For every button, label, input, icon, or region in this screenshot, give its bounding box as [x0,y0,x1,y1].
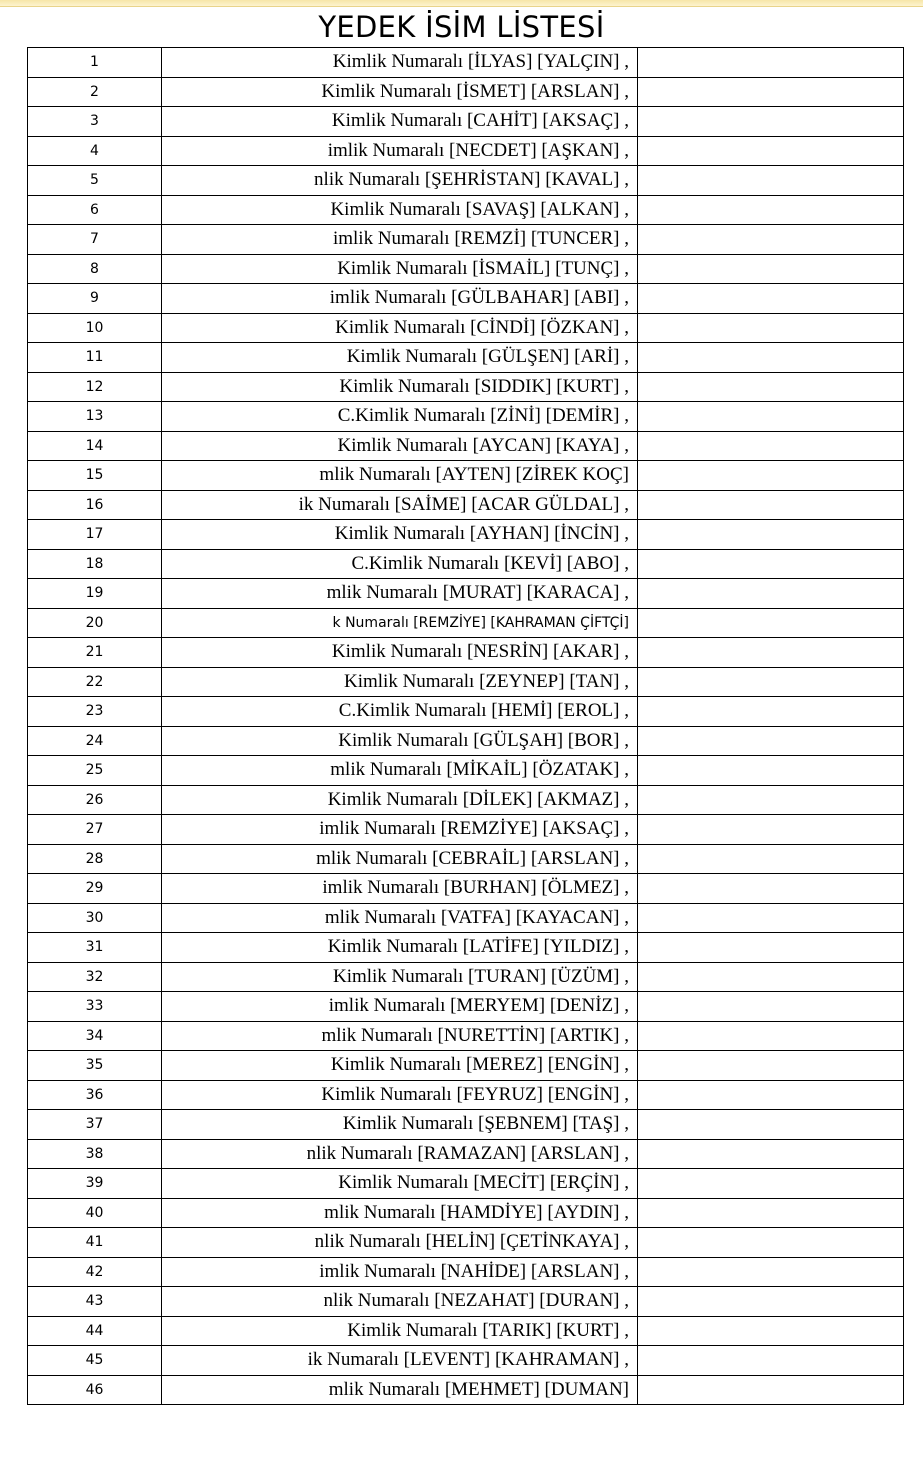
identity-text-cell[interactable] [162,77,638,107]
table-row [28,1139,904,1169]
cell-clip [162,697,637,726]
table-row [28,166,904,196]
cell-clip [162,373,637,402]
cell-clip [162,491,637,520]
identity-text: C.Kimlik Numaralı [KEVİ] [ABO] , [351,552,629,574]
empty-cell[interactable] [638,1228,904,1258]
identity-text: imlik Numaralı [NAHİDE] [ARSLAN] , [319,1260,629,1282]
identity-text: Kimlik Numaralı [İSMAİL] [TUNÇ] , [337,257,629,279]
table-row [28,225,904,255]
table-row [28,402,904,432]
empty-cell[interactable] [638,77,904,107]
row-number-cell[interactable]: 28 [28,844,162,874]
identity-text: Kimlik Numaralı [AYHAN] [İNCİN] , [334,523,629,545]
empty-cell[interactable] [638,48,904,78]
cell-clip [162,579,637,608]
empty-cell[interactable] [638,756,904,786]
row-number-cell[interactable]: 8 [28,254,162,284]
cell-clip [162,1258,637,1287]
table-row [28,1080,904,1110]
identity-text: Kimlik Numaralı [MEREZ] [ENGİN] , [330,1054,629,1076]
identity-text: nlik Numaralı [HELİN] [ÇETİNKAYA] , [314,1231,629,1253]
identity-text-cell[interactable] [162,903,638,933]
table-row [28,195,904,225]
row-number-cell[interactable]: 2 [28,77,162,107]
empty-cell[interactable] [638,1169,904,1199]
row-number-cell[interactable]: 44 [28,1316,162,1346]
cell-clip [162,461,637,490]
cell-clip [162,845,637,874]
empty-cell[interactable] [638,667,904,697]
empty-cell[interactable] [638,1080,904,1110]
table-row [28,933,904,963]
cell-clip [162,904,637,933]
row-number-cell[interactable]: 15 [28,461,162,491]
table-row [28,1316,904,1346]
identity-text-cell[interactable] [162,667,638,697]
row-number-cell[interactable]: 19 [28,579,162,609]
cell-clip [162,432,637,461]
identity-text: Kimlik Numaralı [SIDDIK] [KURT] , [339,375,629,397]
identity-text-cell[interactable] [162,785,638,815]
table-row [28,107,904,137]
identity-text-cell[interactable] [162,372,638,402]
identity-text: imlik Numaralı [MERYEM] [DENİZ] , [328,995,629,1017]
table-row [28,638,904,668]
table-row [28,284,904,314]
row-number-cell[interactable]: 36 [28,1080,162,1110]
table-row [28,136,904,166]
identity-text-cell[interactable] [162,1169,638,1199]
empty-cell[interactable] [638,1346,904,1376]
identity-text-cell[interactable] [162,402,638,432]
table-row [28,1257,904,1287]
empty-cell[interactable] [638,579,904,609]
identity-text-cell[interactable] [162,225,638,255]
row-number-cell[interactable]: 35 [28,1051,162,1081]
row-number-cell[interactable]: 32 [28,962,162,992]
empty-cell[interactable] [638,608,904,638]
empty-cell[interactable] [638,313,904,343]
table-row [28,313,904,343]
row-number-cell[interactable]: 18 [28,549,162,579]
row-number-cell[interactable]: 31 [28,933,162,963]
identity-text-cell[interactable] [162,1228,638,1258]
cell-clip [162,1022,637,1051]
table-row [28,431,904,461]
identity-text: Kimlik Numaralı [İSMET] [ARSLAN] , [321,80,629,102]
table-row [28,77,904,107]
identity-text-cell[interactable] [162,962,638,992]
identity-text-cell[interactable] [162,579,638,609]
row-number-cell[interactable]: 39 [28,1169,162,1199]
identity-text: imlik Numaralı [NECDET] [AŞKAN] , [327,139,629,161]
row-number-cell[interactable]: 9 [28,284,162,314]
table-row [28,372,904,402]
cell-clip [162,343,637,372]
table-row [28,785,904,815]
table-row [28,608,904,638]
table-row [28,343,904,373]
row-number-cell[interactable]: 3 [28,107,162,137]
table-row [28,844,904,874]
identity-text-cell[interactable] [162,431,638,461]
row-number-cell[interactable]: 14 [28,431,162,461]
cell-clip [162,284,637,313]
empty-cell[interactable] [638,992,904,1022]
identity-text: Kimlik Numaralı [CİNDİ] [ÖZKAN] , [335,316,629,338]
page-title: YEDEK İSİM LİSTESİ [318,10,605,44]
identity-text-cell[interactable] [162,549,638,579]
empty-cell[interactable] [638,962,904,992]
empty-cell[interactable] [638,638,904,668]
cell-clip [162,992,637,1021]
table-row [28,48,904,78]
identity-text: Kimlik Numaralı [TURAN] [ÜZÜM] , [332,965,629,987]
identity-text-cell[interactable] [162,1021,638,1051]
identity-text: Kimlik Numaralı [FEYRUZ] [ENGİN] , [321,1083,629,1105]
empty-cell[interactable] [638,1110,904,1140]
empty-cell[interactable] [638,343,904,373]
empty-cell[interactable] [638,785,904,815]
identity-text: Kimlik Numaralı [SAVAŞ] [ALKAN] , [330,198,629,220]
row-number-cell[interactable]: 33 [28,992,162,1022]
header-strip [0,0,923,7]
identity-text-cell[interactable] [162,815,638,845]
cell-clip [162,963,637,992]
row-number-cell[interactable]: 24 [28,726,162,756]
table-row [28,549,904,579]
table-row [28,579,904,609]
identity-text-cell[interactable] [162,1375,638,1405]
cell-clip [162,48,637,77]
empty-cell[interactable] [638,697,904,727]
identity-text: k Numaralı [REMZİYE] [KAHRAMAN ÇİFTÇİ] [332,614,629,631]
cell-clip [162,668,637,697]
row-number-cell[interactable]: 42 [28,1257,162,1287]
identity-text: imlik Numaralı [BURHAN] [ÖLMEZ] , [322,877,629,899]
empty-cell[interactable] [638,520,904,550]
identity-text: imlik Numaralı [GÜLBAHAR] [ABI] , [329,287,629,309]
identity-text-cell[interactable] [162,1080,638,1110]
empty-cell[interactable] [638,844,904,874]
identity-text: Kimlik Numaralı [TARIK] [KURT] , [347,1319,629,1341]
cell-clip [162,1169,637,1198]
identity-text-cell[interactable] [162,638,638,668]
identity-text-cell[interactable] [162,1051,638,1081]
table-row [28,1169,904,1199]
identity-text: Kimlik Numaralı [AYCAN] [KAYA] , [337,434,629,456]
table-row [28,1287,904,1317]
cell-clip [162,1317,637,1346]
row-number-cell[interactable]: 45 [28,1346,162,1376]
identity-text-cell[interactable] [162,1139,638,1169]
cell-clip [162,874,637,903]
identity-text: nlik Numaralı [ŞEHRİSTAN] [KAVAL] , [314,169,629,191]
empty-cell[interactable] [638,549,904,579]
cell-clip [162,1376,637,1405]
table-row [28,1110,904,1140]
row-number-cell[interactable]: 1 [28,48,162,78]
identity-text: imlik Numaralı [REMZİYE] [AKSAÇ] , [319,818,629,840]
identity-text: mlik Numaralı [AYTEN] [ZİREK KOÇ] [319,464,629,486]
identity-text-cell[interactable] [162,1346,638,1376]
identity-text-cell[interactable] [162,1257,638,1287]
table-row [28,726,904,756]
empty-cell[interactable] [638,490,904,520]
identity-text-cell[interactable] [162,195,638,225]
table-row [28,903,904,933]
row-number-cell[interactable]: 5 [28,166,162,196]
cell-clip [162,196,637,225]
identity-text: mlik Numaralı [HAMDİYE] [AYDIN] , [324,1201,629,1223]
row-number-cell[interactable]: 12 [28,372,162,402]
cell-clip [162,609,637,638]
empty-cell[interactable] [638,903,904,933]
table-row [28,992,904,1022]
row-number-cell[interactable]: 4 [28,136,162,166]
identity-text-cell[interactable] [162,1287,638,1317]
table-row [28,254,904,284]
identity-text-cell[interactable] [162,1316,638,1346]
table-row [28,1021,904,1051]
identity-text-cell[interactable] [162,992,638,1022]
empty-cell[interactable] [638,1051,904,1081]
row-number-cell[interactable]: 34 [28,1021,162,1051]
cell-clip [162,107,637,136]
empty-cell[interactable] [638,284,904,314]
cell-clip [162,255,637,284]
identity-text-cell[interactable] [162,136,638,166]
table-row [28,756,904,786]
row-number-cell[interactable]: 38 [28,1139,162,1169]
cell-clip [162,402,637,431]
empty-cell[interactable] [638,1375,904,1405]
row-number-cell[interactable]: 29 [28,874,162,904]
empty-cell[interactable] [638,107,904,137]
empty-cell[interactable] [638,1198,904,1228]
cell-clip [162,78,637,107]
table-body [28,48,904,1405]
row-number-cell[interactable]: 6 [28,195,162,225]
cell-clip [162,756,637,785]
empty-cell[interactable] [638,372,904,402]
table-row [28,520,904,550]
identity-text-cell[interactable] [162,844,638,874]
identity-text: Kimlik Numaralı [ZEYNEP] [TAN] , [344,670,629,692]
cell-clip [162,815,637,844]
row-number-cell[interactable]: 11 [28,343,162,373]
identity-text-cell[interactable] [162,520,638,550]
identity-text-cell[interactable] [162,490,638,520]
identity-text-cell[interactable] [162,608,638,638]
row-number-cell[interactable]: 13 [28,402,162,432]
identity-text-cell[interactable] [162,726,638,756]
identity-text: Kimlik Numaralı [İLYAS] [YALÇIN] , [332,51,629,73]
identity-text-cell[interactable] [162,254,638,284]
table-row [28,1375,904,1405]
empty-cell[interactable] [638,402,904,432]
row-number-cell[interactable]: 25 [28,756,162,786]
row-number-cell[interactable]: 40 [28,1198,162,1228]
identity-text-cell[interactable] [162,343,638,373]
identity-text: Kimlik Numaralı [LATİFE] [YILDIZ] , [327,936,629,958]
identity-text: ik Numaralı [LEVENT] [KAHRAMAN] , [307,1349,629,1371]
identity-text: ik Numaralı [SAİME] [ACAR GÜLDAL] , [298,493,629,515]
cell-clip [162,1287,637,1316]
row-number-cell[interactable]: 21 [28,638,162,668]
identity-text: Kimlik Numaralı [NESRİN] [AKAR] , [331,641,629,663]
cell-clip [162,225,637,254]
cell-clip [162,1051,637,1080]
identity-text-cell[interactable] [162,313,638,343]
row-number-cell[interactable]: 16 [28,490,162,520]
row-number-cell[interactable]: 30 [28,903,162,933]
identity-text: nlik Numaralı [RAMAZAN] [ARSLAN] , [306,1142,629,1164]
row-number-cell[interactable]: 10 [28,313,162,343]
cell-clip [162,1228,637,1257]
empty-cell[interactable] [638,431,904,461]
cell-clip [162,137,637,166]
identity-text-cell[interactable] [162,1110,638,1140]
table-row [28,1346,904,1376]
identity-text: imlik Numaralı [REMZİ] [TUNCER] , [332,228,629,250]
identity-text: nlik Numaralı [NEZAHAT] [DURAN] , [323,1290,629,1312]
row-number-cell[interactable]: 26 [28,785,162,815]
cell-clip [162,1140,637,1169]
cell-clip [162,727,637,756]
empty-cell[interactable] [638,1139,904,1169]
identity-text: mlik Numaralı [MURAT] [KARACA] , [326,582,629,604]
empty-cell[interactable] [638,166,904,196]
identity-text: mlik Numaralı [NURETTİN] [ARTIK] , [321,1024,629,1046]
identity-text: mlik Numaralı [MEHMET] [DUMAN] [328,1378,629,1400]
name-list-table [27,47,904,1405]
cell-clip [162,520,637,549]
identity-text-cell[interactable] [162,166,638,196]
empty-cell[interactable] [638,136,904,166]
cell-clip [162,314,637,343]
empty-cell[interactable] [638,225,904,255]
identity-text: Kimlik Numaralı [MECİT] [ERÇİN] , [338,1172,629,1194]
row-number-cell[interactable]: 41 [28,1228,162,1258]
cell-clip [162,1110,637,1139]
identity-text: Kimlik Numaralı [GÜLŞEN] [ARİ] , [346,346,629,368]
row-number-cell[interactable]: 22 [28,667,162,697]
identity-text: Kimlik Numaralı [CAHİT] [AKSAÇ] , [331,110,629,132]
empty-cell[interactable] [638,874,904,904]
identity-text-cell[interactable] [162,756,638,786]
empty-cell[interactable] [638,1257,904,1287]
table-row [28,667,904,697]
identity-text: mlik Numaralı [VATFA] [KAYACAN] , [324,906,629,928]
identity-text: C.Kimlik Numaralı [HEMİ] [EROL] , [338,700,629,722]
identity-text: Kimlik Numaralı [DİLEK] [AKMAZ] , [327,788,629,810]
row-number-cell[interactable]: 27 [28,815,162,845]
table-row [28,1198,904,1228]
empty-cell[interactable] [638,726,904,756]
identity-text-cell[interactable] [162,933,638,963]
table-row [28,1228,904,1258]
cell-clip [162,1081,637,1110]
table-row [28,697,904,727]
empty-cell[interactable] [638,1287,904,1317]
table-row [28,815,904,845]
table-row [28,490,904,520]
identity-text-cell[interactable] [162,1198,638,1228]
empty-cell[interactable] [638,195,904,225]
identity-text-cell[interactable] [162,284,638,314]
identity-text: mlik Numaralı [MİKAİL] [ÖZATAK] , [330,759,629,781]
identity-text-cell[interactable] [162,697,638,727]
row-number-cell[interactable]: 46 [28,1375,162,1405]
row-number-cell[interactable]: 23 [28,697,162,727]
cell-clip [162,1346,637,1375]
identity-text: C.Kimlik Numaralı [ZİNİ] [DEMİR] , [337,405,629,427]
empty-cell[interactable] [638,254,904,284]
table-row [28,962,904,992]
row-number-cell[interactable]: 20 [28,608,162,638]
table-row [28,1051,904,1081]
cell-clip [162,1199,637,1228]
cell-clip [162,786,637,815]
empty-cell[interactable] [638,1021,904,1051]
identity-text: mlik Numaralı [CEBRAİL] [ARSLAN] , [316,847,629,869]
identity-text: Kimlik Numaralı [GÜLŞAH] [BOR] , [338,729,629,751]
empty-cell[interactable] [638,1316,904,1346]
row-number-cell[interactable]: 7 [28,225,162,255]
identity-text-cell[interactable] [162,107,638,137]
empty-cell[interactable] [638,933,904,963]
empty-cell[interactable] [638,815,904,845]
identity-text-cell[interactable] [162,461,638,491]
empty-cell[interactable] [638,461,904,491]
identity-text-cell[interactable] [162,48,638,78]
table-row [28,874,904,904]
cell-clip [162,933,637,962]
identity-text-cell[interactable] [162,874,638,904]
row-number-cell[interactable]: 17 [28,520,162,550]
row-number-cell[interactable]: 43 [28,1287,162,1317]
cell-clip [162,550,637,579]
row-number-cell[interactable]: 37 [28,1110,162,1140]
cell-clip [162,166,637,195]
identity-text: Kimlik Numaralı [ŞEBNEM] [TAŞ] , [342,1113,629,1135]
table-row [28,461,904,491]
cell-clip [162,638,637,667]
